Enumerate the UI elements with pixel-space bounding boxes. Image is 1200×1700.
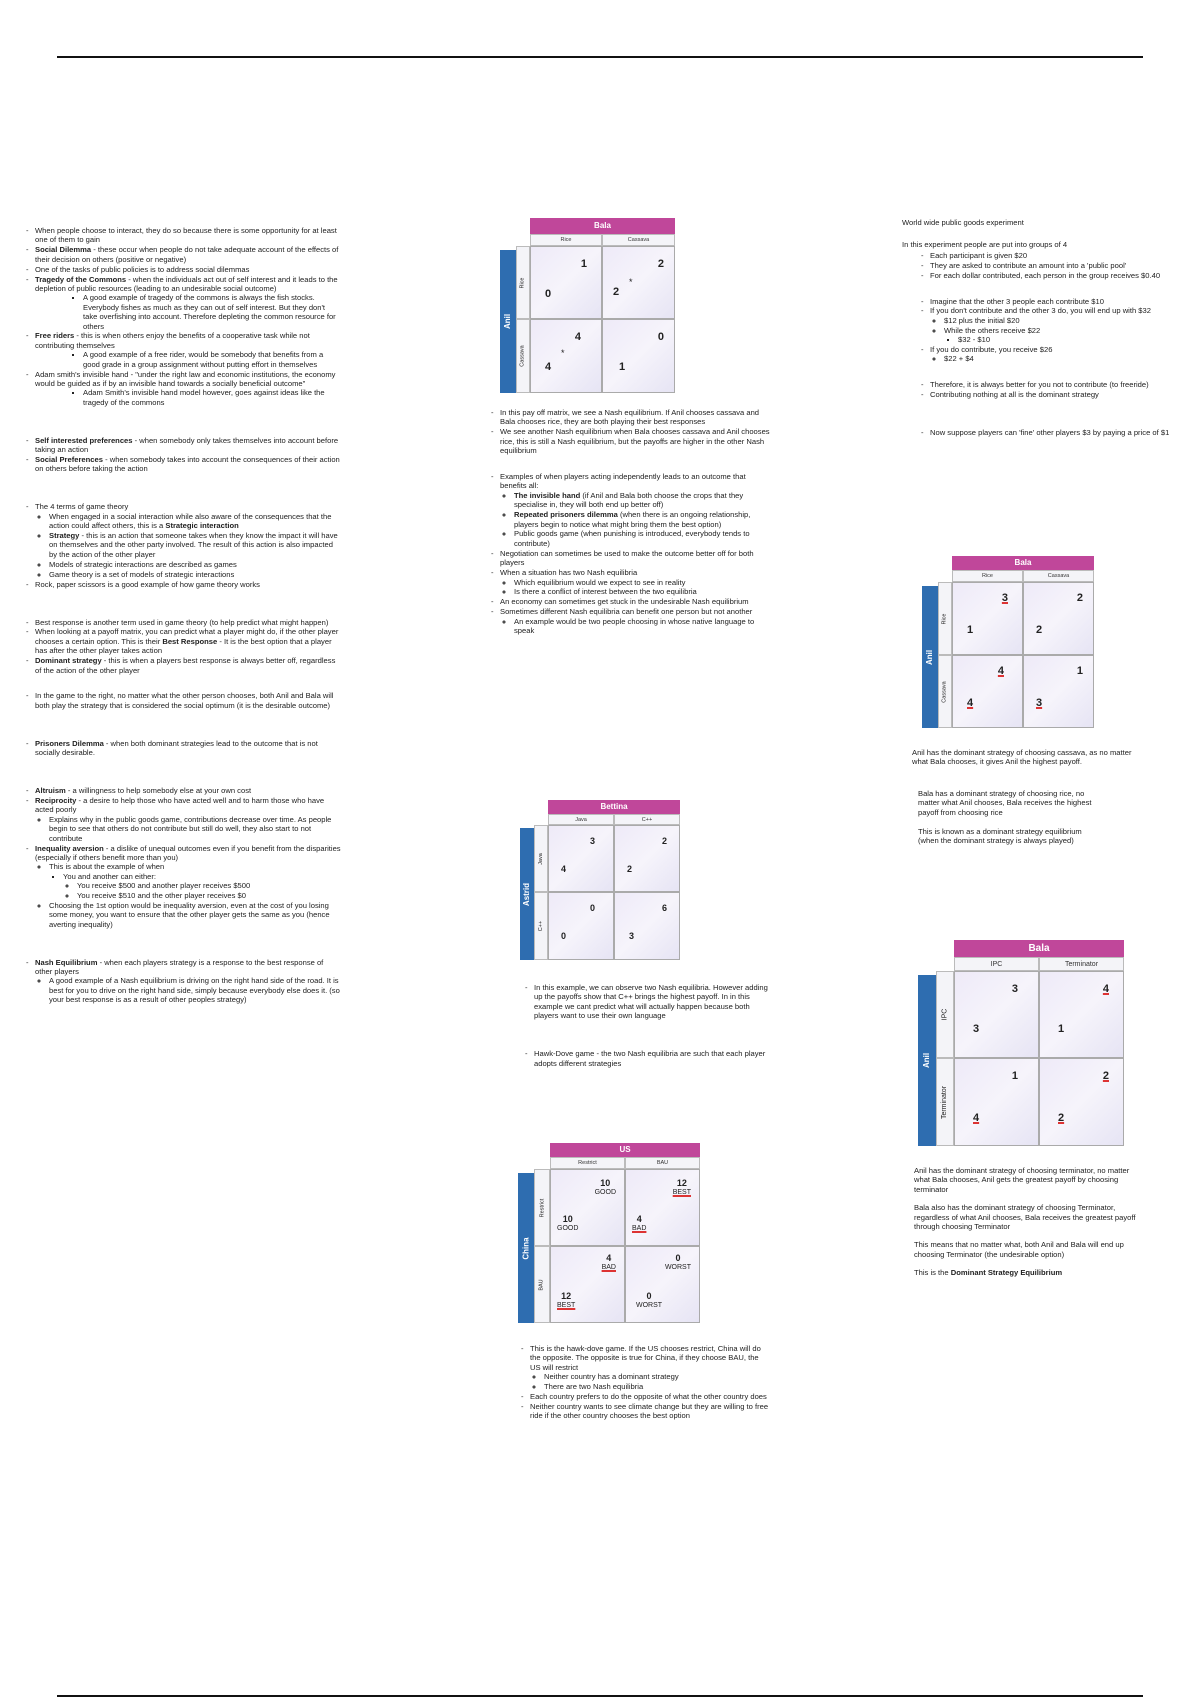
matrix-cell xyxy=(625,1246,700,1323)
payoff-col: 6 xyxy=(661,903,667,913)
payoff-row: 3 xyxy=(1036,697,1043,709)
list-item: - Prisoners Dilemma - when both dominant strategies lead to the outcome that is not socially desirable. xyxy=(35,739,341,758)
column-right-c xyxy=(914,1166,1146,1283)
matrix-row-player: Anil xyxy=(922,586,938,728)
column-middle-b xyxy=(522,983,772,1068)
payoff-matrix-rice-cassava-2 xyxy=(922,556,1094,728)
matrix-row-label: Terminator xyxy=(936,1058,954,1146)
matrix-column-label: IPC xyxy=(954,957,1039,971)
list-altruism xyxy=(23,786,341,929)
list-item: - Neither country wants to see climate change but they are willing to free ride if the other country chooses the best option xyxy=(530,1402,770,1421)
payoff-col: 4 BAD xyxy=(601,1253,616,1271)
payoff-col: 3 xyxy=(1011,983,1018,995)
list-item: - If you do contribute, you receive $26 ◦ $22 + $4 xyxy=(930,345,1172,364)
top-rule xyxy=(57,56,1143,58)
list-item: ◦ There are two Nash equilibria xyxy=(544,1382,770,1391)
matrix-column-label: Rice xyxy=(952,570,1023,582)
matrix-row-label: C++ xyxy=(534,892,548,960)
list-item: ▪ A good example of tragedy of the commons is always the fish stocks. Everybody fishes as much as they can out of self interest. But they don't take overfishing into account. Therefore depleting the common resource for others xyxy=(83,293,341,331)
matrix-cell xyxy=(952,655,1023,728)
list-item: - Tragedy of the Commons - when the individuals act out of self interest and it leads to the depletion of public resources (leading to an undesirable social outcome) ▪ A good example of tragedy of the commons is always the fish stocks. Everybody fishes as much as they can out of self interest. But they don't take overfishing into account. Therefore depleting the common resource for others xyxy=(35,275,341,331)
list-game-theory-terms xyxy=(23,502,341,589)
payoff-col: 1 xyxy=(1076,665,1083,677)
list-item: - Altruism - a willingness to help somebody else at your own cost xyxy=(35,786,341,795)
matrix-cell xyxy=(602,319,675,393)
payoff-matrix-ipc-terminator xyxy=(918,940,1124,1146)
matrix-cell xyxy=(548,892,614,960)
matrix-cell xyxy=(548,825,614,892)
paragraph: This means that no matter what, both Anil and Bala will end up choosing Terminator (the undesirable option) xyxy=(914,1240,1124,1259)
list-item: ◦ When engaged in a social interaction while also aware of the consequences that the action could affect others, this is a Strategic interaction xyxy=(49,512,341,531)
matrix-column-player: Bala xyxy=(952,556,1094,570)
matrix-row-label: Rice xyxy=(938,582,952,655)
list-item: - Self interested preferences - when somebody only takes themselves into account before taking an action xyxy=(35,436,341,455)
equilibrium-marker: * xyxy=(561,348,565,358)
payoff-row: 4 xyxy=(561,864,567,874)
payoff-row: 2 xyxy=(613,286,620,298)
payoff-row: 4 xyxy=(967,697,974,709)
list-item: - Nash Equilibrium - when each players strategy is a response to the best response of other players ◦ A good example of a Nash equilibrium is driving on the right hand side of the road. It is best for you to drive on the right hand side, simply because everybody else does it. (so your best response is as a result of other peoples strategy) xyxy=(35,958,341,1005)
list-item: - For each dollar contributed, each person in the group receives $0.40 xyxy=(930,271,1172,280)
payoff-matrix-rice-cassava xyxy=(500,218,675,393)
list-item: - When looking at a payoff matrix, you can predict what a player might do, if the other player chooses a certain option. This is their Best Response - It is the best option that a player has after the other player takes action xyxy=(35,627,341,655)
paragraph: This is the Dominant Strategy Equilibrium xyxy=(914,1268,1063,1278)
payoff-col: 0 xyxy=(657,331,664,343)
paragraph: Bala also has the dominant strategy of choosing Terminator, regardless of what Anil chooses, Bala receives the greatest payoff through choosing Terminator xyxy=(914,1203,1136,1232)
list-item: - Reciprocity - a desire to help those who have acted well and to harm those who have acted poorly ◦ Explains why in the public goods game, contributions decrease over time. As people begin to see that others do not contribute but still do well, they also start to not contribute xyxy=(35,796,341,843)
payoff-col: 2 xyxy=(1076,592,1083,604)
list-game-right xyxy=(23,691,341,710)
list-item: - Best response is another term used in game theory (to help predict what might happen) xyxy=(35,618,341,627)
list-item: ▪ $32 - $10 xyxy=(958,335,1172,344)
matrix-cell xyxy=(952,582,1023,655)
list-item: - Inequality aversion - a dislike of unequal outcomes even if you benefit from the disparities (especially if others benefit more than you) ◦ This is about the example of when ▪ You and another can either: ◦ You receive $500 and another player receives $500 ◦ You receive $510 and the other player receives $0 ◦ Choosing the 1st option would be inequality aversion, even at the cost of you losing some money, you want to ensure that the other player gets the same as you (hence averting inequality) xyxy=(35,844,341,930)
matrix-cell xyxy=(530,246,602,319)
matrix-row-label: BAU xyxy=(534,1246,550,1323)
list-item: - Social Dilemma - these occur when people do not take adequate account of the effects of their decision on others (positive or negative) xyxy=(35,245,341,264)
payoff-row: 1 xyxy=(967,624,974,636)
list-item: ◦ Explains why in the public goods game, contributions decrease over time. As people begin to see that others do not contribute but still do well, they also start to not contribute xyxy=(49,815,341,843)
list-item: - Each country prefers to do the opposite of what the other country does xyxy=(530,1392,770,1401)
equilibrium-marker: * xyxy=(629,277,633,287)
payoff-col: 12 BEST xyxy=(672,1178,691,1196)
list-item: - Each participant is given $20 xyxy=(930,251,1172,260)
matrix-column-label: Rice xyxy=(530,234,602,246)
list-preferences xyxy=(23,436,341,474)
matrix-row-label: Cassava xyxy=(938,655,952,728)
payoff-col: 2 xyxy=(661,836,667,846)
payoff-row: 12 BEST xyxy=(557,1291,576,1309)
list-intro xyxy=(23,226,341,407)
list-item: ◦ While the others receive $22 ▪ $32 - $10 xyxy=(944,326,1172,345)
matrix-cell xyxy=(614,892,680,960)
paragraph: In this experiment people are put into groups of 4 xyxy=(902,240,1068,250)
payoff-matrix-hawk-dove xyxy=(518,1143,700,1323)
matrix-row-label: IPC xyxy=(936,971,954,1058)
column-middle-c xyxy=(518,1344,770,1421)
list-item: - Hawk-Dove game - the two Nash equilibria are such that each player adopts different strategies xyxy=(534,1049,772,1068)
list-item: ▪ Adam Smith's invisible hand model however, goes against ideas like the tragedy of the commons xyxy=(83,388,341,407)
column-right-a xyxy=(902,218,1172,438)
list-item: ◦ $22 + $4 xyxy=(944,354,1172,363)
list-item: - They are asked to contribute an amount into a 'public pool' xyxy=(930,261,1172,270)
list-item: - Rock, paper scissors is a good example of how game theory works xyxy=(35,580,341,589)
matrix-column-label: Restrict xyxy=(550,1157,625,1169)
list-item: ◦ Models of strategic interactions are described as games xyxy=(49,560,341,569)
payoff-col: 4 xyxy=(997,665,1004,677)
list-item: - Therefore, it is always better for you not to contribute (to freeride) xyxy=(930,380,1172,389)
matrix-row-label: Cassava xyxy=(516,319,530,393)
section-title: World wide public goods experiment xyxy=(902,218,1024,227)
payoff-col: 1 xyxy=(1011,1070,1018,1082)
payoff-row: 0 xyxy=(561,931,567,941)
payoff-col: 10 GOOD xyxy=(594,1178,616,1196)
payoff-col: 1 xyxy=(580,258,587,270)
payoff-matrix-language xyxy=(520,800,680,960)
column-left xyxy=(23,226,341,1005)
list-item: ◦ You receive $500 and another player receives $500 xyxy=(77,881,341,890)
list-item: ◦ A good example of a Nash equilibrium is driving on the right hand side of the road. It is best for you to drive on the right hand side, simply because everybody else does it. (so your best response is as a result of other peoples strategy) xyxy=(49,976,341,1004)
list-item: - Imagine that the other 3 people each contribute $10 xyxy=(930,297,1172,306)
matrix-row-label: Rice xyxy=(516,246,530,319)
paragraph: This is known as a dominant strategy equilibrium (when the dominant strategy is always played) xyxy=(918,827,1082,846)
list-item: - Sometimes different Nash equilibria can benefit one person but not another ◦ An example would be two people choosing in whose native language to speak xyxy=(500,607,770,635)
matrix-row-player: Anil xyxy=(918,975,936,1146)
matrix-row-label: Java xyxy=(534,825,548,892)
matrix-cell xyxy=(954,971,1039,1058)
payoff-row: 1 xyxy=(619,361,626,373)
list-item: ◦ Which equilibrium would we expect to see in reality xyxy=(514,578,770,587)
matrix-column-label: C++ xyxy=(614,814,680,825)
list-item: ◦ Public goods game (when punishing is introduced, everybody tends to contribute) xyxy=(514,529,770,548)
payoff-row: 0 WORST xyxy=(636,1291,663,1309)
matrix-cell xyxy=(530,319,602,393)
list-nash-example xyxy=(488,408,770,456)
list-item: ▪ A good example of a free rider, would be somebody that benefits from a good grade in a group assignment without putting effort in themselves xyxy=(83,350,341,369)
payoff-col: 2 xyxy=(1102,1070,1109,1082)
list-item: - In this pay off matrix, we see a Nash equilibrium. If Anil chooses cassava and Bala chooses rice, they are both playing their best responses xyxy=(500,408,770,427)
matrix-column-player: Bettina xyxy=(548,800,680,814)
list-item: ◦ You receive $510 and the other player receives $0 xyxy=(77,891,341,900)
payoff-row: 2 xyxy=(1058,1112,1065,1124)
payoff-row: 10 GOOD xyxy=(557,1214,579,1232)
matrix-cell xyxy=(1039,971,1124,1058)
list-item: ◦ An example would be two people choosing in whose native language to speak xyxy=(514,617,770,636)
list-best-response xyxy=(23,618,341,675)
payoff-row: 0 xyxy=(545,288,552,300)
matrix-column-player: Bala xyxy=(530,218,675,234)
list-item: - In the game to the right, no matter what the other person chooses, both Anil and Bala will both play the strategy that is considered the social optimum (it is the desirable outcome) xyxy=(35,691,341,710)
payoff-col: 4 xyxy=(574,331,581,343)
matrix-row-player: Astrid xyxy=(520,828,534,960)
matrix-cell xyxy=(1023,655,1094,728)
payoff-col: 0 xyxy=(589,903,595,913)
bottom-rule xyxy=(57,1695,1143,1697)
paragraph: Anil has the dominant strategy of choosing cassava, as no matter what Bala chooses, it gives Anil the highest payoff. xyxy=(912,748,1132,767)
list-item: - Contributing nothing at all is the dominant strategy xyxy=(930,390,1172,399)
list-item: ◦ Choosing the 1st option would be inequality aversion, even at the cost of you losing some money, you want to ensure that the other player gets the same as you (hence averting inequality) xyxy=(49,901,341,929)
matrix-row-player: Anil xyxy=(500,250,516,393)
payoff-col: 3 xyxy=(1001,592,1008,604)
list-item: - When a situation has two Nash equilibria ◦ Which equilibrium would we expect to see in reality ◦ Is there a conflict of interest between the two equilibria xyxy=(500,568,770,597)
list-item: ◦ This is about the example of when ▪ You and another can either: ◦ You receive $500 and another player receives $500 ◦ You receive $510 and the other player receives $0 xyxy=(49,862,341,900)
matrix-column-label: Cassava xyxy=(1023,570,1094,582)
payoff-col: 4 xyxy=(1102,983,1109,995)
matrix-row-label: Restrict xyxy=(534,1169,550,1246)
payoff-col: 0 WORST xyxy=(664,1253,691,1271)
list-item: - Social Preferences - when somebody takes into account the consequences of their action on others before taking the action xyxy=(35,455,341,474)
list-item: - If you don't contribute and the other 3 do, you will end up with $32 ◦ $12 plus the initial $20 ◦ While the others receive $22 ▪ $32 - $10 xyxy=(930,306,1172,344)
payoff-row: 2 xyxy=(1036,624,1043,636)
list-item: ◦ Repeated prisoners dilemma (when there is an ongoing relationship, players begin to notice what might bring them the best option) xyxy=(514,510,770,529)
list-item: - We see another Nash equilibrium when Bala chooses cassava and Anil chooses rice, this is still a Nash equilibrium, but the payoffs are higher in the other Nash equilibrium xyxy=(500,427,770,455)
column-middle-a xyxy=(488,408,770,636)
paragraph: Bala has a dominant strategy of choosing rice, no matter what Anil chooses, Bala receives the highest payoff from choosing rice xyxy=(918,788,1092,817)
list-item: - Now suppose players can 'fine' other players $3 by paying a price of $1 xyxy=(930,428,1172,437)
list-item: - Free riders - this is when others enjoy the benefits of a cooperative task while not contributing themselves ▪ A good example of a free rider, would be somebody that benefits from a good grade in a group assignment without putting effort in themselves xyxy=(35,331,341,369)
list-item: ◦ Neither country has a dominant strategy xyxy=(544,1372,770,1381)
matrix-cell xyxy=(602,246,675,319)
payoff-row: 1 xyxy=(1058,1023,1065,1035)
list-item: ▪ You and another can either: ◦ You receive $500 and another player receives $500 ◦ You receive $510 and the other player receives $0 xyxy=(63,872,341,901)
list-item: - An economy can sometimes get stuck in the undesirable Nash equilibrium xyxy=(500,597,770,606)
matrix-cell xyxy=(1023,582,1094,655)
matrix-cell xyxy=(614,825,680,892)
payoff-row: 2 xyxy=(627,864,633,874)
list-item: ◦ Strategy - this is an action that someone takes when they know the impact it will have on themselves and the other party involved. The result of this action is also impacted by the action of the other player xyxy=(49,531,341,559)
matrix-cell xyxy=(550,1246,625,1323)
matrix-column-player: US xyxy=(550,1143,700,1157)
payoff-row: 3 xyxy=(629,931,635,941)
matrix-cell xyxy=(625,1169,700,1246)
list-item: - Dominant strategy - this is when a players best response is always better off, regardless of the action of the other player xyxy=(35,656,341,675)
column-right-b xyxy=(912,748,1142,851)
matrix-cell xyxy=(550,1169,625,1246)
list-item: - The 4 terms of game theory ◦ When engaged in a social interaction while also aware of the consequences that the action could affect others, this is a Strategic interaction ◦ Strategy - this is an action that someone takes when they know the impact it will have on themselves and the other party involved. The result of this action is also impacted by the action of the other player ◦ Models of strategic interactions are described as games ◦ Game theory is a set of models of strategic interactions xyxy=(35,502,341,579)
list-item: - Negotiation can sometimes be used to make the outcome better off for both players xyxy=(500,549,770,568)
list-examples xyxy=(488,472,770,635)
list-item: - In this example, we can observe two Nash equilibria. However adding up the payoffs show that C++ brings the highest payoff. In in this example we cant predict what will actually happen because both players want to use their own language xyxy=(534,983,772,1021)
list-item: ◦ The invisible hand (if Anil and Bala both choose the crops that they specialise in, they will both end up better off) xyxy=(514,491,770,510)
list-item: ◦ Is there a conflict of interest between the two equilibria xyxy=(514,587,770,596)
list-item: - One of the tasks of public policies is to address social dilemmas xyxy=(35,265,341,274)
matrix-column-label: Cassava xyxy=(602,234,675,246)
payoff-row: 4 xyxy=(973,1112,980,1124)
matrix-column-label: Terminator xyxy=(1039,957,1124,971)
matrix-column-label: Java xyxy=(548,814,614,825)
list-item: - When people choose to interact, they do so because there is some opportunity for at least one of them to gain xyxy=(35,226,341,245)
list-item: ◦ Game theory is a set of models of strategic interactions xyxy=(49,570,341,579)
list-item: - Examples of when players acting independently leads to an outcome that benefits all: ◦ The invisible hand (if Anil and Bala both choose the crops that they specialise in, they will both end up better off) ◦ Repeated prisoners dilemma (when there is an ongoing relationship, players begin to notice what might bring them the best option) ◦ Public goods game (when punishing is introduced, everybody tends to contribute) xyxy=(500,472,770,548)
payoff-row: 4 xyxy=(545,361,552,373)
payoff-row: 4 BAD xyxy=(632,1214,647,1232)
matrix-row-player: China xyxy=(518,1173,534,1323)
list-item: - This is the hawk-dove game. If the US chooses restrict, China will do the opposite. The opposite is true for China, if they choose BAU, the US will restrict ◦ Neither country has a dominant strategy ◦ There are two Nash equilibria xyxy=(530,1344,770,1392)
matrix-column-player: Bala xyxy=(954,940,1124,957)
list-prisoners-dilemma xyxy=(23,739,341,758)
list-nash xyxy=(23,958,341,1005)
list-item: - Adam smith's invisible hand - "under the right law and economic institutions, the economy would be guided as if by an invisible hand towards a socially beneficial outcome" ▪ Adam Smith's invisible hand model however, goes against ideas like the tragedy of the commons xyxy=(35,370,341,408)
matrix-column-label: BAU xyxy=(625,1157,700,1169)
payoff-col: 3 xyxy=(589,836,595,846)
paragraph: Anil has the dominant strategy of choosing terminator, no matter what Bala chooses, Anil gets the greatest payoff by choosing terminator xyxy=(914,1166,1130,1194)
list-item: ◦ $12 plus the initial $20 xyxy=(944,316,1172,325)
payoff-col: 2 xyxy=(657,258,664,270)
payoff-row: 3 xyxy=(973,1023,980,1035)
matrix-cell xyxy=(954,1058,1039,1146)
matrix-cell xyxy=(1039,1058,1124,1146)
